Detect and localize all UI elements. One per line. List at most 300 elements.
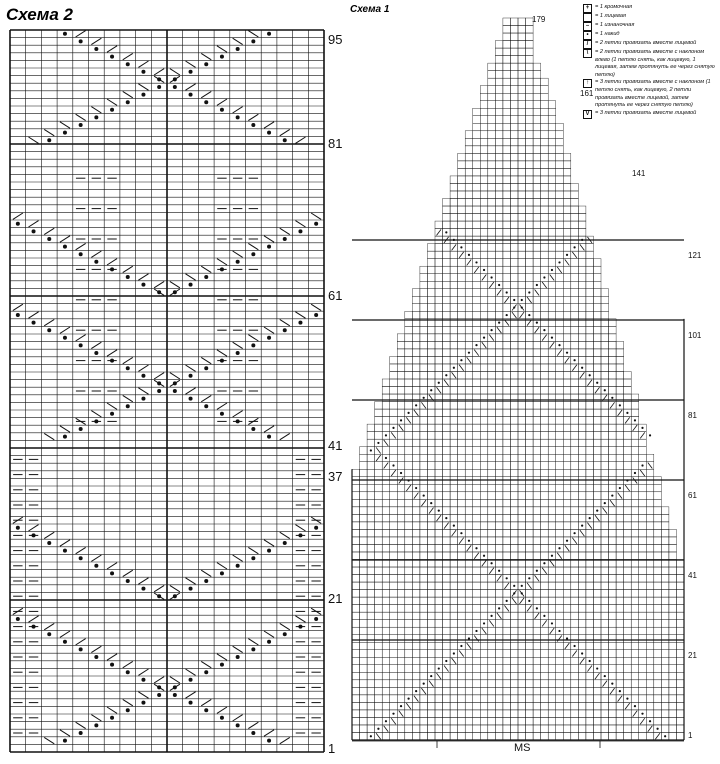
yarn-over-mark [126,670,130,674]
yarn-over-mark [626,479,628,481]
yarn-over-mark [79,123,83,127]
yarn-over-mark [314,526,318,530]
legend-text: = 1 лицевая [595,13,626,19]
chart1-row-label: 141 [632,169,646,178]
legend-item [583,13,718,22]
yarn-over-mark [47,328,51,332]
yarn-over-mark [251,556,255,560]
knit-symbol-icon [583,13,592,22]
yarn-over-mark [445,660,447,662]
yarn-over-mark [267,131,271,135]
yarn-over-mark [581,525,583,527]
yarn-over-mark [483,337,485,339]
yarn-over-mark [189,374,193,378]
yarn-over-mark [528,291,530,293]
yarn-over-mark [385,457,387,459]
yarn-over-mark [377,728,379,730]
yarn-over-mark [157,693,161,697]
legend-text: = 2 петли провязать вместе с наклоном влево (1 петлю снять, как лицевую, 1 лицевая, затем протянуть ее через снятую петлю) [595,49,715,78]
yarn-over-mark [385,434,387,436]
yarn-over-mark [566,637,568,639]
chart1-row-label: 21 [688,651,697,660]
yarn-over-mark [498,284,500,286]
yarn-over-mark [110,412,114,416]
yarn-over-mark [536,284,538,286]
yarn-over-mark [126,275,130,279]
yarn-over-mark [543,329,545,331]
yarn-over-mark [392,427,394,429]
chart1-row-label: 81 [688,411,697,420]
yarn-over-mark [47,237,51,241]
yarn-over-mark [220,571,224,575]
chart1-title: Схема 1 [350,4,390,15]
yarn-over-mark [377,442,379,444]
yarn-over-mark [415,487,417,489]
yarn-over-mark [63,640,67,644]
yarn-over-mark [157,85,161,89]
yarn-over-mark [94,47,98,51]
yarn-over-mark [483,269,485,271]
yarn-over-mark [220,412,224,416]
yarn-over-mark [32,321,36,325]
yarn-over-mark [543,562,545,564]
yarn-over-mark [430,502,432,504]
yarn-over-mark [558,630,560,632]
chart1-row-label: 101 [688,331,702,340]
yarn-over-mark [573,645,575,647]
yarn-over-mark [641,713,643,715]
yarn-over-mark [423,494,425,496]
yarn-over-mark [110,108,114,112]
ssk-symbol-icon: \ [583,49,592,58]
legend-text: = 3 петли провязать вместе лицевой [595,109,697,116]
yarn-over-mark [157,290,161,294]
yarn-over-symbol-icon: • [583,31,592,40]
yarn-over-mark [283,632,287,636]
yarn-over-mark [189,701,193,705]
yarn-over-mark [157,594,161,598]
yarn-over-mark [189,397,193,401]
yarn-over-mark [236,115,240,119]
yarn-over-mark [490,276,492,278]
yarn-over-mark [475,630,477,632]
yarn-over-mark [581,652,583,654]
legend-item [583,31,718,40]
yarn-over-mark [314,313,318,317]
yarn-over-mark [445,231,447,233]
yarn-over-mark [141,283,145,287]
yarn-over-mark [94,564,98,568]
yarn-over-mark [126,708,130,712]
yarn-over-mark [141,93,145,97]
yarn-over-mark [204,100,208,104]
yarn-over-mark [63,336,67,340]
yarn-over-mark [641,427,643,429]
yarn-over-mark [204,579,208,583]
yarn-over-mark [47,632,51,636]
yarn-over-mark [498,321,500,323]
yarn-over-mark [506,577,508,579]
yarn-over-mark [415,690,417,692]
yarn-over-mark [251,252,255,256]
yarn-over-mark [521,585,523,587]
yarn-over-mark [634,705,636,707]
yarn-over-mark [141,397,145,401]
yarn-over-mark [573,532,575,534]
chart1-row-label: 161 [580,89,594,98]
chart2-row-labels [328,32,342,756]
chart1-grid [352,18,684,740]
yarn-over-mark [573,359,575,361]
yarn-over-mark [141,374,145,378]
yarn-over-mark [370,735,372,737]
yarn-over-mark [236,351,240,355]
chart2-row-label: 37 [328,469,343,484]
yarn-over-mark [157,389,161,393]
yarn-over-mark [204,275,208,279]
yarn-over-mark [157,77,161,81]
chart2-row-label: 21 [328,591,343,606]
yarn-over-mark [536,607,538,609]
yarn-over-mark [589,660,591,662]
yarn-over-mark [513,299,515,301]
yarn-over-mark [566,254,568,256]
chart2-row-label: 81 [328,136,343,151]
yarn-over-mark [551,337,553,339]
yarn-over-mark [79,39,83,43]
yarn-over-mark [558,547,560,549]
k2tog-symbol-icon: / [583,40,592,49]
yarn-over-mark [596,667,598,669]
yarn-over-mark [453,239,455,241]
yarn-over-mark [298,229,302,233]
legend-text: = 1 изнаночная [595,22,635,28]
yarn-over-mark [498,570,500,572]
yarn-over-mark [619,690,621,692]
yarn-over-mark [110,571,114,575]
yarn-over-mark [267,435,271,439]
yarn-over-mark [251,123,255,127]
yarn-over-mark [475,344,477,346]
legend-text: = 1 кромочная [595,4,633,10]
yarn-over-mark [483,622,485,624]
yarn-over-mark [626,412,628,414]
yarn-over-mark [236,260,240,264]
yarn-over-mark [589,374,591,376]
yarn-over-mark [267,245,271,249]
yarn-over-mark [641,464,643,466]
yarn-over-mark [513,592,515,594]
purl-symbol-icon: – [583,22,592,31]
legend-item [583,49,718,79]
yarn-over-mark [283,541,287,545]
yarn-over-mark [251,731,255,735]
yarn-over-mark [220,663,224,667]
yarn-over-mark [536,570,538,572]
yarn-over-mark [79,556,83,560]
yarn-over-mark [604,502,606,504]
yarn-over-mark [438,382,440,384]
yarn-over-mark [94,351,98,355]
yarn-over-mark [596,382,598,384]
legend-item [583,110,718,119]
yarn-over-mark [141,678,145,682]
legend-text: = 1 накид [595,31,620,37]
yarn-over-mark [173,693,177,697]
yarn-over-mark [604,675,606,677]
yarn-over-mark [173,85,177,89]
sk2p-symbol-icon: ↑ [583,79,592,88]
yarn-over-mark [430,675,432,677]
yarn-over-mark [370,449,372,451]
yarn-over-mark [445,374,447,376]
yarn-over-mark [551,269,553,271]
chart2-row-label: 95 [328,32,343,47]
yarn-over-mark [204,670,208,674]
yarn-over-mark [634,419,636,421]
yarn-over-mark [283,237,287,241]
yarn-over-mark [267,640,271,644]
yarn-over-mark [453,525,455,527]
yarn-over-mark [438,510,440,512]
yarn-over-mark [267,739,271,743]
yarn-over-mark [236,655,240,659]
yarn-over-mark [251,343,255,347]
yarn-over-mark [16,617,20,621]
yarn-over-mark [596,510,598,512]
yarn-over-mark [267,336,271,340]
yarn-over-mark [611,397,613,399]
yarn-over-mark [79,252,83,256]
yarn-over-mark [438,667,440,669]
k3tog-symbol-icon: V [583,110,592,119]
yarn-over-mark [423,682,425,684]
yarn-over-mark [528,600,530,602]
yarn-over-mark [649,720,651,722]
legend-text: = 3 петли провязать вместе с наклоном (1 петлю снять, как лицевую, 2 петли провязать вместе лицевой, затем протянуть ее через снятую петлю) [595,79,711,109]
yarn-over-mark [475,547,477,549]
yarn-over-mark [656,728,658,730]
yarn-over-mark [468,637,470,639]
yarn-over-mark [283,138,287,142]
yarn-over-mark [664,735,666,737]
yarn-over-mark [126,100,130,104]
yarn-over-mark [79,343,83,347]
yarn-over-mark [220,108,224,112]
yarn-over-mark [536,321,538,323]
yarn-over-mark [47,138,51,142]
yarn-over-mark [543,276,545,278]
legend-item [583,22,718,31]
yarn-over-mark [157,685,161,689]
yarn-over-mark [581,239,583,241]
yarn-over-mark [189,587,193,591]
yarn-over-mark [460,246,462,248]
yarn-over-mark [460,359,462,361]
yarn-over-mark [63,435,67,439]
yarn-over-mark [626,698,628,700]
yarn-over-mark [513,585,515,587]
yarn-over-mark [141,70,145,74]
chart1-row-label: 61 [688,491,697,500]
yarn-over-mark [400,419,402,421]
yarn-over-mark [63,245,67,249]
yarn-over-mark [63,32,67,36]
yarn-over-mark [267,32,271,36]
yarn-over-mark [385,720,387,722]
yarn-over-mark [63,549,67,553]
yarn-over-mark [94,115,98,119]
yarn-over-mark [79,647,83,651]
yarn-over-mark [251,427,255,431]
chart2-row-label: 41 [328,438,343,453]
yarn-over-mark [126,579,130,583]
yarn-over-mark [573,246,575,248]
yarn-over-mark [506,314,508,316]
chart2-title: Схема 2 [6,5,73,24]
yarn-over-mark [141,587,145,591]
legend-item [583,40,718,49]
yarn-over-mark [513,306,515,308]
yarn-over-mark [189,678,193,682]
yarn-over-mark [79,427,83,431]
yarn-over-mark [558,344,560,346]
yarn-over-mark [483,555,485,557]
yarn-over-mark [47,541,51,545]
yarn-over-mark [94,260,98,264]
yarn-over-mark [204,404,208,408]
yarn-over-mark [468,254,470,256]
yarn-over-mark [521,299,523,301]
yarn-over-mark [267,549,271,553]
yarn-over-mark [314,222,318,226]
yarn-over-mark [110,663,114,667]
yarn-over-mark [528,314,530,316]
chart1-row-label: 1 [688,731,693,740]
yarn-over-mark [189,93,193,97]
yarn-over-mark [460,645,462,647]
yarn-over-mark [126,62,130,66]
chart2-grid [10,30,324,752]
yarn-over-mark [110,55,114,59]
legend-text: = 2 петли провязать вместе лицевой [595,40,697,46]
yarn-over-mark [189,283,193,287]
yarn-over-mark [407,412,409,414]
legend-item [583,79,718,109]
yarn-over-mark [611,682,613,684]
legend [583,4,718,119]
yarn-over-mark [94,723,98,727]
yarn-over-mark [407,479,409,481]
yarn-over-mark [251,647,255,651]
chart1-row-label: 41 [688,571,697,580]
yarn-over-mark [566,352,568,354]
yarn-over-mark [126,404,130,408]
yarn-over-mark [430,389,432,391]
yarn-over-mark [204,62,208,66]
yarn-over-mark [506,291,508,293]
yarn-over-mark [498,607,500,609]
yarn-over-mark [611,494,613,496]
yarn-over-mark [16,313,20,317]
yarn-over-mark [490,329,492,331]
chart2-row-label: 61 [328,288,343,303]
yarn-over-mark [551,622,553,624]
yarn-over-mark [566,540,568,542]
yarn-over-mark [16,526,20,530]
yarn-over-mark [32,229,36,233]
yarn-over-mark [16,222,20,226]
ms-axis-label: MS [514,742,531,754]
yarn-over-mark [619,487,621,489]
yarn-over-mark [558,261,560,263]
yarn-over-mark [110,716,114,720]
chart1-row-label: 121 [688,251,702,260]
yarn-over-mark [220,716,224,720]
yarn-over-mark [63,131,67,135]
yarn-over-mark [619,404,621,406]
yarn-over-mark [204,708,208,712]
yarn-over-mark [468,352,470,354]
yarn-over-mark [490,562,492,564]
yarn-over-mark [581,367,583,369]
yarn-over-mark [392,713,394,715]
yarn-over-mark [126,366,130,370]
yarn-over-mark [475,261,477,263]
selvedge-symbol-icon: + [583,4,592,13]
yarn-over-mark [407,698,409,700]
yarn-over-mark [445,517,447,519]
yarn-over-mark [400,472,402,474]
yarn-over-mark [551,555,553,557]
yarn-over-mark [604,389,606,391]
yarn-over-mark [236,564,240,568]
chart2-row-label: 1 [328,741,336,756]
yarn-over-mark [189,70,193,74]
yarn-over-mark [415,404,417,406]
yarn-over-mark [79,731,83,735]
yarn-over-mark [468,540,470,542]
yarn-over-mark [141,701,145,705]
yarn-over-mark [94,655,98,659]
yarn-over-mark [173,389,177,393]
yarn-over-mark [204,366,208,370]
yarn-over-mark [392,464,394,466]
yarn-over-mark [314,617,318,621]
yarn-over-mark [236,47,240,51]
yarn-over-mark [157,381,161,385]
yarn-over-mark [528,577,530,579]
yarn-over-mark [63,739,67,743]
yarn-over-mark [506,600,508,602]
legend-item [583,4,718,13]
yarn-over-mark [283,328,287,332]
yarn-over-mark [400,705,402,707]
yarn-over-mark [453,367,455,369]
yarn-over-mark [543,615,545,617]
yarn-over-mark [589,517,591,519]
yarn-over-mark [251,39,255,43]
yarn-over-mark [460,532,462,534]
yarn-over-mark [490,615,492,617]
chart1-row-label: 179 [532,15,546,24]
yarn-over-mark [649,434,651,436]
yarn-over-mark [220,55,224,59]
yarn-over-mark [423,397,425,399]
yarn-over-mark [236,723,240,727]
yarn-over-mark [453,652,455,654]
yarn-over-mark [634,472,636,474]
